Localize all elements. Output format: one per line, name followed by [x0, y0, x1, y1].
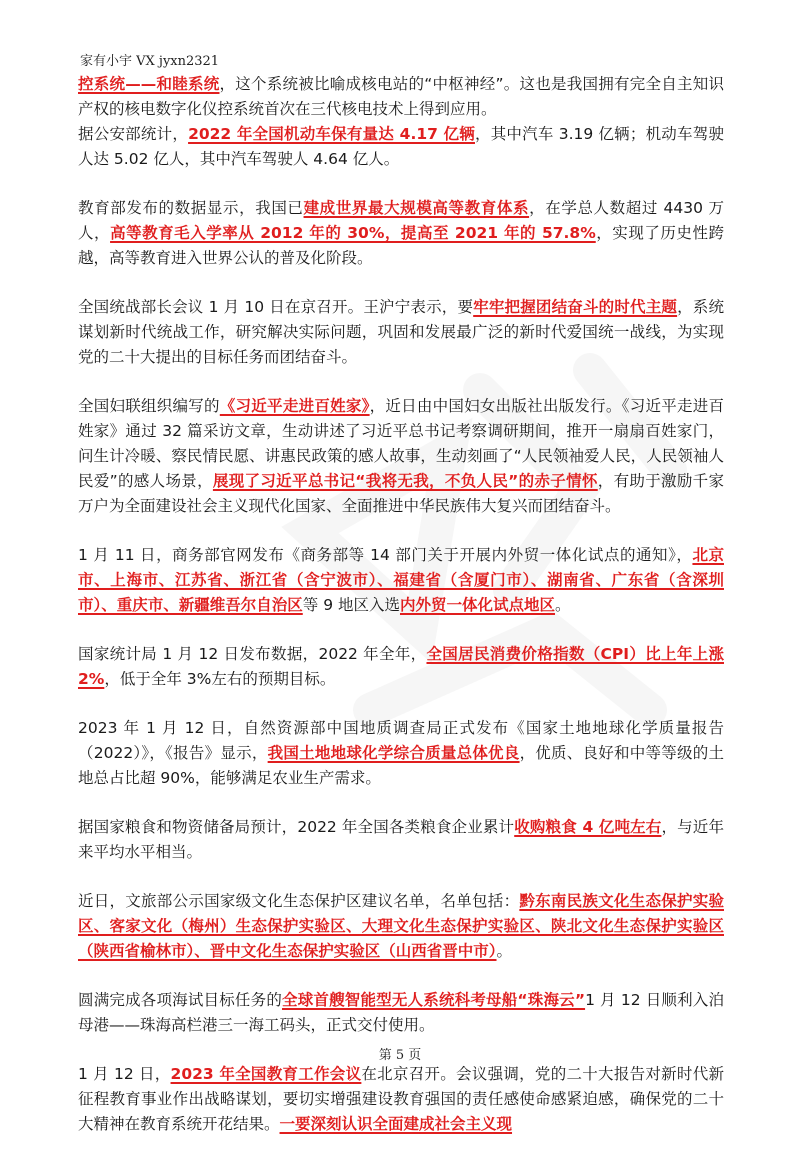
paragraph — [78, 815, 724, 865]
body-text: 1 月 11 日，商务部官网发布《商务部等 14 部门关于开展内外贸一体化试点的通知》， — [78, 546, 693, 564]
body-text: 圆满完成各项海试目标任务的 — [78, 991, 283, 1009]
body-text: ，近日由中国妇女出版社出版发行。《习近平走进百姓家》通过 32 篇采访文章，生动讲述了习近平总书记考察调研期间，推开一扇扇百姓家门，问生计冷暖、察民情民愿、讲惠民政策的感人故事，生动刻画了“人民领袖爱人民，人民领袖人民爱”的感人场景， — [78, 397, 724, 490]
paragraph — [78, 642, 724, 692]
body-text: ，系统谋划新时代统战工作，研究解决实际问题，巩固和发展最广泛的新时代爱国统一战线，为实现党的二十大提出的目标任务而团结奋斗。 — [78, 298, 724, 366]
highlighted-text: 2023 年全国教育工作会议 — [170, 1065, 362, 1083]
document-body — [78, 72, 724, 1161]
highlighted-text: 全国居民消费价格指数（CPI）比上年上涨 2% — [78, 645, 724, 688]
paragraph — [78, 1062, 724, 1137]
highlighted-text: 收购粮食 4 亿吨左右 — [514, 818, 662, 836]
paragraph — [78, 716, 724, 791]
body-text: 全国统战部长会议 1 月 10 日在京召开。王沪宁表示，要 — [78, 298, 474, 316]
body-text: 等 9 地区入选 — [302, 596, 400, 614]
highlighted-text: 内外贸一体化试点地区 — [399, 596, 555, 614]
body-text: 国家统计局 1 月 12 日发布数据，2022 年全年， — [78, 645, 427, 663]
highlighted-text: 北京市、上海市、江苏省、浙江省（含宁波市）、福建省（含厦门市）、湖南省、广东省（含深圳市）、重庆市、新疆维吾尔自治区 — [78, 546, 724, 614]
body-text: ，有助于激励千家万户为全面建设社会主义现代化国家、全面推进中华民族伟大复兴而团结奋斗。 — [78, 472, 724, 515]
highlighted-text: 控系统——和睦系统 — [78, 75, 220, 93]
paragraph — [78, 196, 724, 271]
body-text: 在北京召开。会议强调，党的二十大报告对新时代新征程教育事业作出战略谋划，要切实增强建设教育强国的责任感使命感紧迫感，确保党的二十大精神在教育系统开花结果。 — [78, 1065, 724, 1133]
highlighted-text: 一要深刻认识全面建成社会主义现 — [279, 1115, 513, 1133]
body-text: 。 — [555, 596, 571, 614]
highlighted-text: 我国土地地球化学综合质量总体优良 — [267, 744, 520, 762]
body-text: 全国妇联组织编写的 — [78, 397, 220, 415]
body-text: 近日，文旅部公示国家级文化生态保护区建议名单，名单包括： — [78, 892, 520, 910]
highlighted-text: 全球首艘智能型无人系统科考母船“珠海云” — [282, 991, 586, 1009]
body-text: ，低于全年 3%左右的预期目标。 — [104, 670, 336, 688]
body-text: 据国家粮食和物资储备局预计，2022 年全国各类粮食企业累计 — [78, 818, 515, 836]
body-text: 1 月 12 日， — [78, 1065, 171, 1083]
highlighted-text: 高等教育毛入学率从 2012 年的 30%，提高至 2021 年的 57.8% — [110, 224, 596, 242]
body-text: ，实现了历史性跨越，高等教育进入世界公认的普及化阶段。 — [78, 224, 724, 267]
paragraph — [78, 394, 724, 519]
body-text: 据公安部统计， — [78, 125, 189, 143]
paragraph — [78, 543, 724, 618]
page-number: 第 5 页 — [378, 1048, 422, 1063]
page-header: 家有小宇 VX jyxn2321 — [80, 54, 220, 69]
body-text: ，在学总人数超过 4430 万人， — [78, 199, 724, 242]
body-text: ，优质、良好和中等等级的土地总占比超 90%，能够满足农业生产需求。 — [78, 744, 724, 787]
highlighted-text: 牢牢把握团结奋斗的时代主题 — [473, 298, 678, 316]
paragraph — [78, 889, 724, 964]
body-text: ，这个系统被比喻成核电站的“中枢神经”。这也是我国拥有完全自主知识产权的核电数字化仪控系统首次在三代核电技术上得到应用。 — [78, 75, 724, 118]
highlighted-text: 《习近平走进百姓家》 — [219, 397, 370, 415]
highlighted-text: 2022 年全国机动车保有量达 4.17 亿辆 — [188, 125, 475, 143]
body-text: 1 月 12 日顺利入泊母港——珠海高栏港三一海工码头，正式交付使用。 — [78, 991, 724, 1034]
body-text: 2023 年 1 月 12 日，自然资源部中国地质调查局正式发布《国家土地地球化学质量报告（2022）》，《报告》显示， — [78, 719, 724, 762]
highlighted-text: 黔东南民族文化生态保护实验区、客家文化（梅州）生态保护实验区、大理文化生态保护实验区、陕北文化生态保护实验区（陕西省榆林市）、晋中文化生态保护实验区（山西省晋中市） — [78, 892, 724, 960]
paragraph — [78, 988, 724, 1038]
body-text: 教育部发布的数据显示，我国已 — [78, 199, 304, 217]
body-text: ，其中汽车 3.19 亿辆；机动车驾驶人达 5.02 亿人，其中汽车驾驶人 4.64 亿人。 — [78, 125, 724, 168]
paragraph — [78, 295, 724, 370]
body-text: 。 — [496, 942, 513, 960]
paragraph — [78, 72, 724, 172]
highlighted-text: 展现了习近平总书记“我将无我，不负人民”的赤子情怀 — [212, 472, 598, 490]
highlighted-text: 建成世界最大规模高等教育体系 — [303, 199, 530, 217]
body-text: ，与近年来平均水平相当。 — [78, 818, 724, 861]
